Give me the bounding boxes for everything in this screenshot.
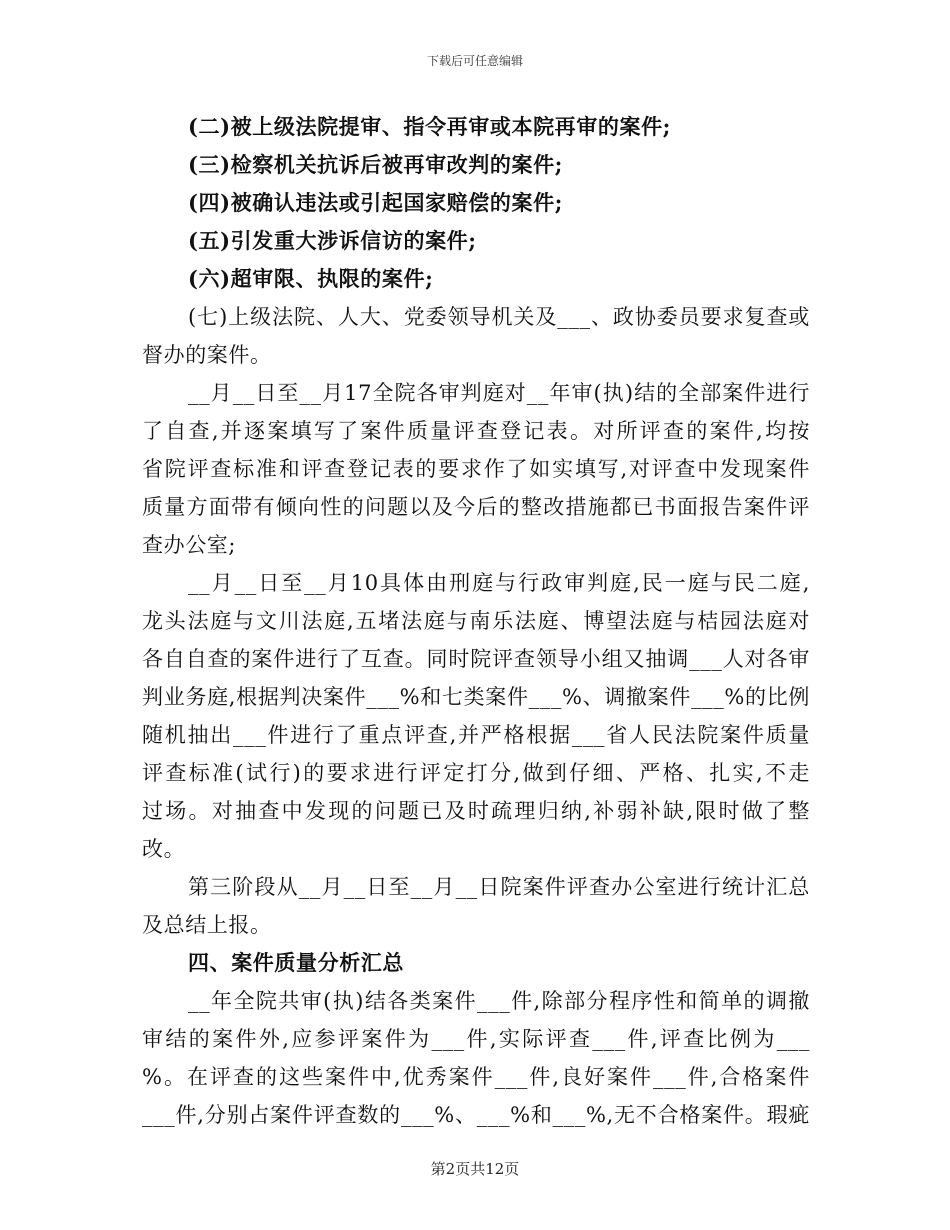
paragraph-stage-three-line-1: 第三阶段从__月__日至__月__日院案件评查办公室进行统计汇总 (188, 875, 810, 899)
paragraph-self-check-line-5: 查办公室; (142, 533, 237, 557)
paragraph-analysis-line-3: %。在评查的这些案件中,优秀案件___件,良好案件___件,合格案件 (142, 1065, 810, 1089)
page-header-note: 下载后可任意编辑 (426, 54, 523, 68)
paragraph-cross-check-line-3: 各自自查的案件进行了互查。同时院评查领导小组又抽调___人对各审 (142, 647, 810, 671)
paragraph-self-check-line-2: 了自查,并逐案填写了案件质量评查登记表。对所评查的案件,均按 (142, 419, 810, 443)
list-item-3: (三)检察机关抗诉后被再审改判的案件; (188, 152, 564, 177)
list-item-5: (五)引发重大涉诉信访的案件; (188, 228, 477, 253)
paragraph-analysis-line-1: __年全院共审(执)结各类案件___件,除部分程序性和简单的调撤 (188, 989, 810, 1013)
list-item-6: (六)超审限、执限的案件; (188, 266, 434, 291)
paragraph-cross-check-line-5: 随机抽出___件进行了重点评查,并严格根据___省人民法院案件质量 (142, 723, 810, 747)
paragraph-cross-check-line-1: __月__日至__月10具体由刑庭与行政审判庭,民一庭与民二庭, (188, 571, 810, 595)
list-item-2: (二)被上级法院提审、指令再审或本院再审的案件; (188, 114, 672, 139)
paragraph-self-check-line-1: __月__日至__月17全院各审判庭对__年审(执)结的全部案件进行 (188, 381, 810, 405)
paragraph-cross-check-line-2: 龙头法庭与文川法庭,五堵法庭与南乐法庭、博望法庭与桔园法庭对 (142, 609, 810, 633)
paragraph-self-check-line-4: 质量方面带有倾向性的问题以及今后的整改措施都已书面报告案件评 (142, 495, 810, 519)
paragraph-stage-three-line-2: 及总结上报。 (142, 913, 272, 937)
paragraph-analysis-line-4: ___件,分别占案件评查数的___%、___%和___%,无不合格案件。瑕疵 (142, 1103, 810, 1127)
document-body (142, 108, 810, 1134)
paragraph-cross-check-line-8: 改。 (142, 837, 186, 861)
paragraph-cross-check-line-7: 过场。对抽查中发现的问题已及时疏理归纳,补弱补缺,限时做了整 (142, 799, 810, 823)
paragraph-cross-check-line-6: 评查标准(试行)的要求进行评定打分,做到仔细、严格、扎实,不走 (142, 761, 810, 785)
list-item-7-line-1: (七)上级法院、人大、党委领导机关及___、政协委员要求复查或 (188, 305, 810, 329)
paragraph-cross-check-line-4: 判业务庭,根据判决案件___%和七类案件___%、调撤案件___%的比例 (142, 685, 810, 709)
list-item-7-line-2: 督办的案件。 (142, 343, 272, 367)
paragraph-analysis-line-2: 审结的案件外,应参评案件为___件,实际评查___件,评查比例为___ (142, 1027, 810, 1051)
page-number-footer: 第2页共12页 (430, 1160, 520, 1178)
list-item-4: (四)被确认违法或引起国家赔偿的案件; (188, 190, 564, 215)
paragraph-self-check-line-3: 省院评查标准和评查登记表的要求作了如实填写,对评查中发现案件 (142, 457, 810, 481)
section-heading: 四、案件质量分析汇总 (188, 950, 404, 975)
